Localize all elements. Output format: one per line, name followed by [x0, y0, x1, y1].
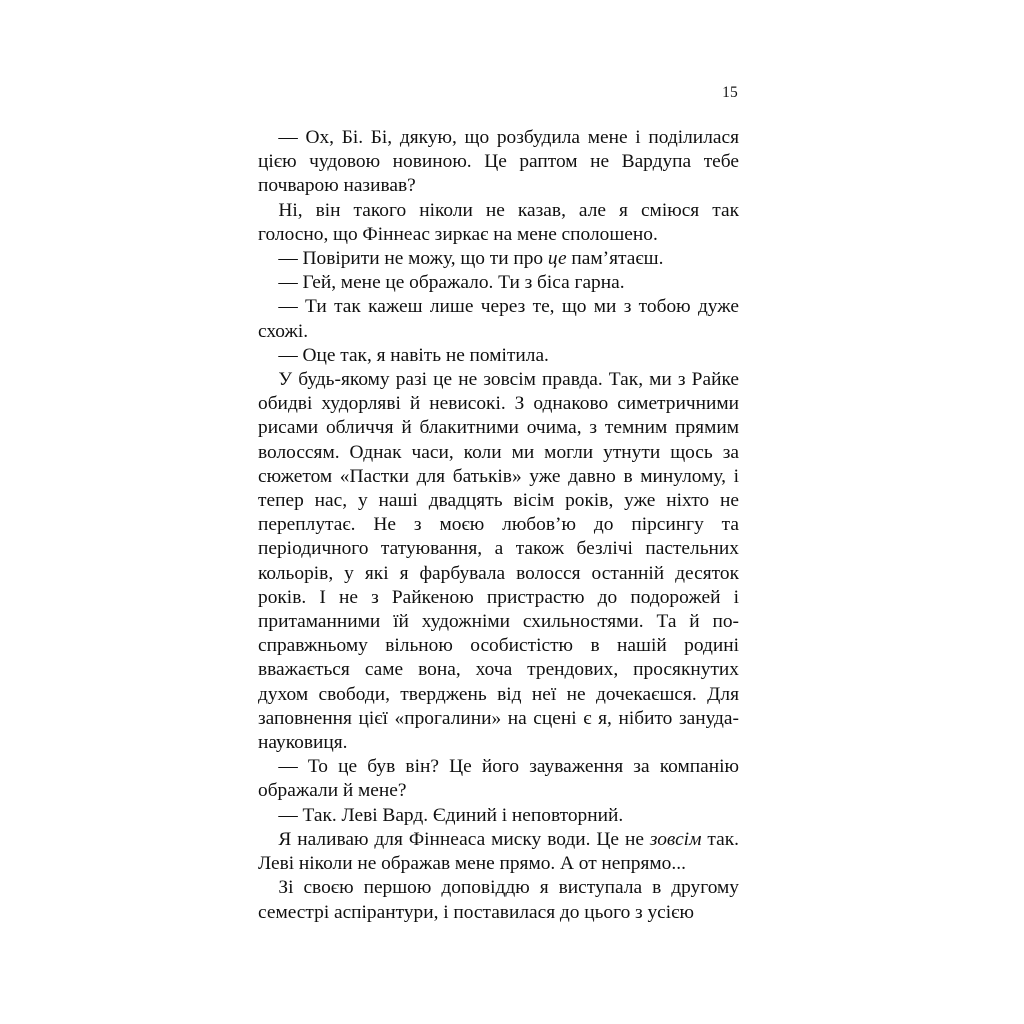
emphasis-text: зовсім [649, 828, 702, 850]
paragraph: — Повірити не можу, що ти про це пам’ятаєш. [278, 248, 664, 270]
paragraph: Я наливаю для Фіннеаса миску води. Це не зовсім так. Леві ніколи не ображав мене прямо. А от непрямо... [258, 828, 739, 875]
paragraph: — Ти так кажеш лише через те, що ми з тобою дуже схожі. [258, 296, 739, 342]
paragraph: — Гей, мене це ображало. Ти з біса гарна. [278, 272, 625, 294]
paragraph: У будь-якому разі це не зовсім правда. Так, ми з Райке обидві худорляві й невисокі. З однаково симетричними рисами обличчя й блакитними очима, з темним прямим волоссям. Однак часи, коли ми могли утнути щось за сюжетом «Пастки для батьків» уже давно в минулому, і тепер нас, у наші двадцять вісім років, уже ніхто не переплутає. Не з моєю любов’ю до пірсингу та періодичного татуювання, а також безлічі пастельних кольорів, у які я фарбувала волосся останній десяток років. І не з Райкеною пристрастю до подорожей і притаманними їй художніми схильностями. Та й по-справжньому вільною особистістю в нашій родині вважається саме вона, хоча трендових, просякнутих духом свободи, тверджень від неї не дочекаєшся. Для заповнення цієї «прогалини» на сцені є я, нібито зануда-науковиця. [258, 369, 739, 754]
paragraph: — Ох, Бі. Бі, дякую, що розбудила мене і поділилася цією чудовою новиною. Це раптом не Вардупа тебе почварою називав? [258, 127, 739, 197]
paragraph: Ні, він такого ніколи не казав, але я сміюся так голосно, що Фіннеас зиркає на мене сполошено. [258, 199, 739, 245]
paragraph: Зі своєю першою доповіддю я виступала в другому семестрі аспірантури, і поставилася до цього з усією [258, 877, 739, 923]
emphasis-text: це [547, 248, 567, 270]
paragraph: — То це був він? Це його зауваження за компанію ображали й мене? [258, 756, 739, 802]
paragraph: — Оце так, я навіть не помітила. [278, 344, 549, 366]
page-number: 15 [722, 84, 738, 101]
text-block [258, 126, 739, 925]
paragraph: — Так. Леві Вард. Єдиний і неповторний. [278, 804, 624, 826]
